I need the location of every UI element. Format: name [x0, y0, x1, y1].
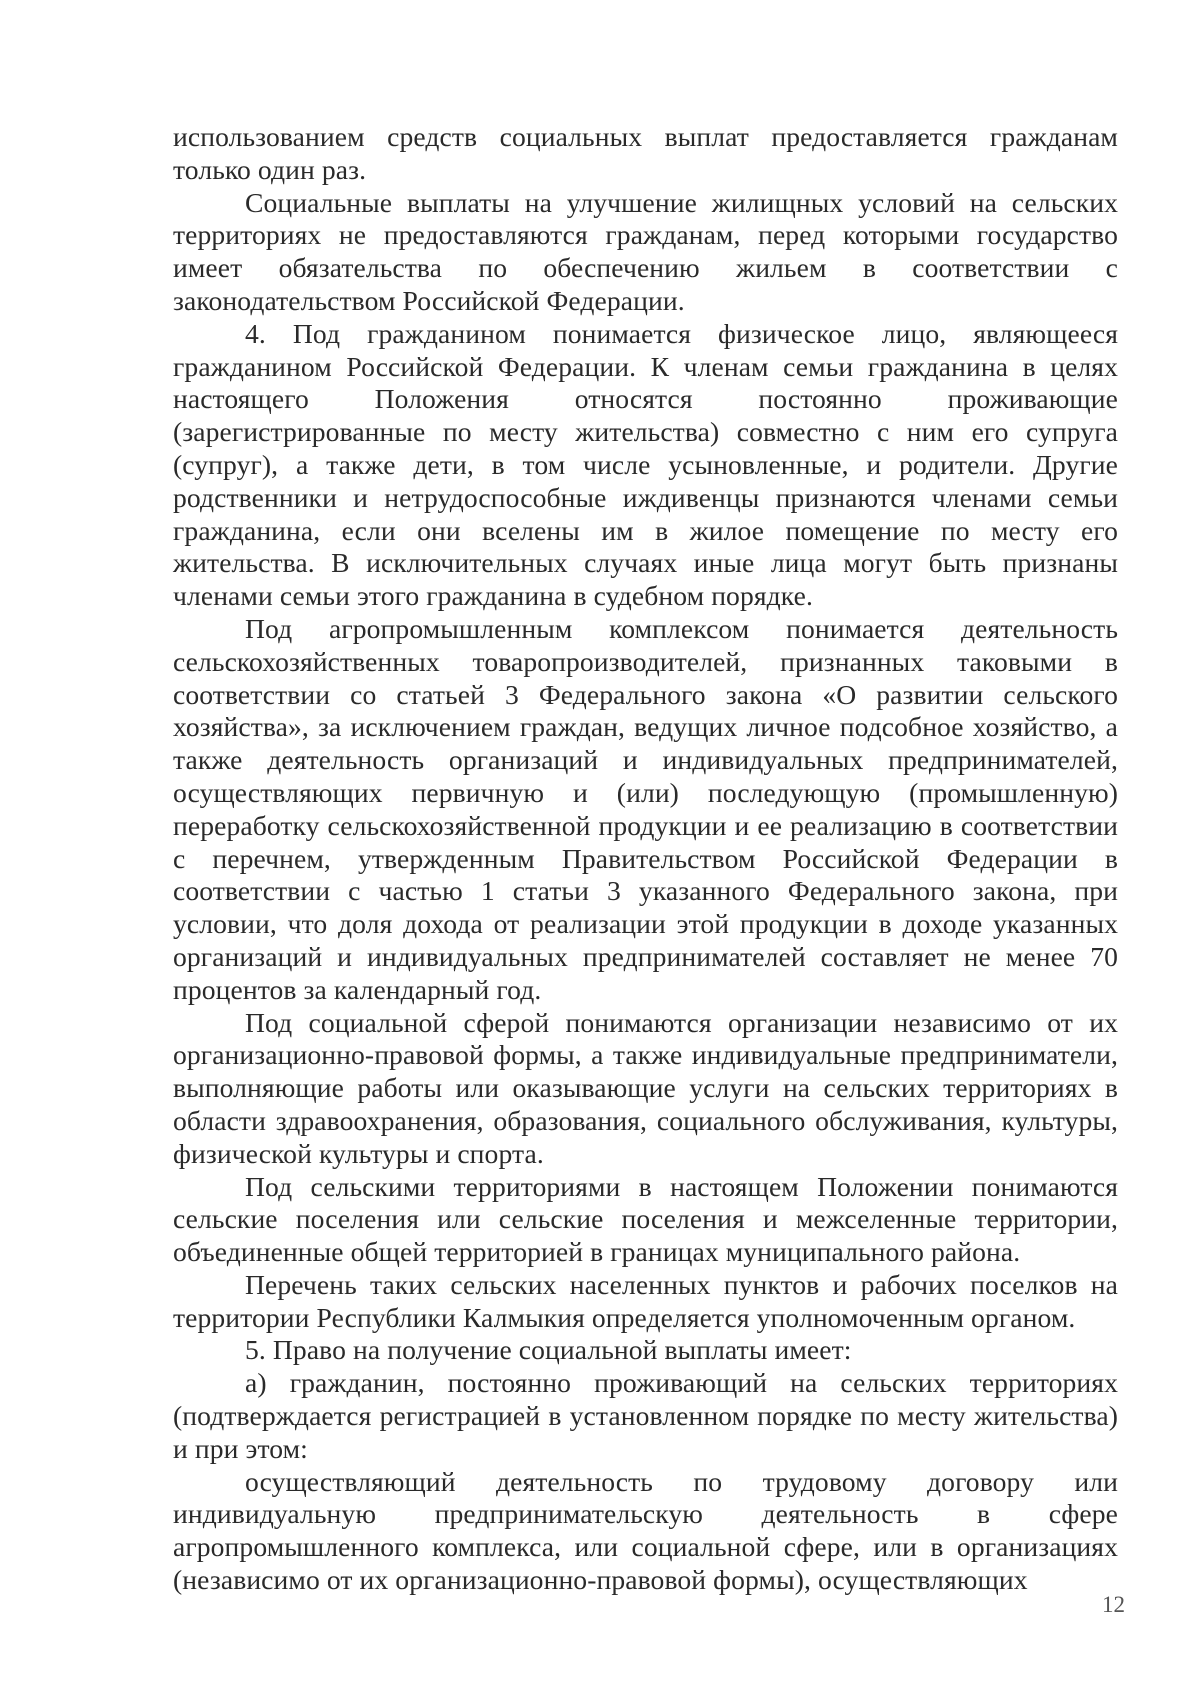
paragraph-2: Социальные выплаты на улучшение жилищных условий на сельских территориях не предоставляются гражданам, перед которыми государство имеет обязательства по обеспечению жильем в соответствии с законодательством Российской Федерации. — [173, 186, 1118, 316]
paragraph-7: Перечень таких сельских населенных пунктов и рабочих поселков на территории Республики Калмыкия определяется уполномоченным органом. — [173, 1268, 1118, 1333]
paragraph-9: а) гражданин, постоянно проживающий на сельских территориях (подтверждается регистрацией в установленном порядке по месту жительства) и при этом: — [173, 1367, 1118, 1464]
paragraph-8: 5. Право на получение социальной выплаты имеет: — [245, 1334, 852, 1366]
paragraph-6: Под сельскими территориями в настоящем Положении понимаются сельские поселения или сельские поселения и межселенные территории, объединенные общей территорией в границах муниципального района. — [173, 1170, 1118, 1268]
paragraph-5: Под социальной сферой понимаются организации независимо от их организационно-правовой формы, а также индивидуальные предприниматели, выполняющие работы или оказывающие услуги на сельских территориях в области здравоохранения, образования, социального обслуживания, культуры, физической культуры и спорта. — [173, 1006, 1118, 1169]
paragraph-4: Под агропромышленным комплексом понимается деятельность сельскохозяйственных товаропроизводителей, признанных таковыми в соответствии со статьей 3 Федерального закона «О развитии сельского хозяйства», за исключением граждан, ведущих личное подсобное хозяйство, а также деятельность организаций и индивидуальных предпринимателей, осуществляющих первичную и (или) последующую (промышленную) переработку сельскохозяйственной продукции и ее реализацию в соответствии с перечнем, утвержденным Правительством Российской Федерации в соответствии с частью 1 статьи 3 указанного Федерального закона, при условии, что доля дохода от реализации этой продукции в доходе указанных организаций и индивидуальных предпринимателей составляет не менее 70 процентов за календарный год. — [173, 612, 1118, 1005]
paragraph-10: осуществляющий деятельность по трудовому договору или индивидуальную предпринимательскую деятельность в сфере агропромышленного комплекса, или социальной сфере, или в организациях (независимо от их организационно-правовой формы), осуществляющих — [173, 1465, 1118, 1596]
document-body — [173, 121, 1118, 1597]
page-number: 12 — [1102, 1592, 1125, 1617]
paragraph-3: 4. Под гражданином понимается физическое лицо, являющееся гражданином Российской Федерации. К членам семьи гражданина в целях настоящего Положения относятся постоянно проживающие (зарегистрированные по месту жительства) совместно с ним его супруга (супруг), а также дети, в том числе усыновленные, и родители. Другие родственники и нетрудоспособные иждивенцы признаются членами семьи гражданина, если они вселены им в жилое помещение по месту его жительства. В исключительных случаях иные лица могут быть признаны членами семьи этого гражданина в судебном порядке. — [173, 317, 1118, 612]
paragraph-1: использованием средств социальных выплат предоставляется гражданам только один раз. — [173, 121, 1118, 185]
